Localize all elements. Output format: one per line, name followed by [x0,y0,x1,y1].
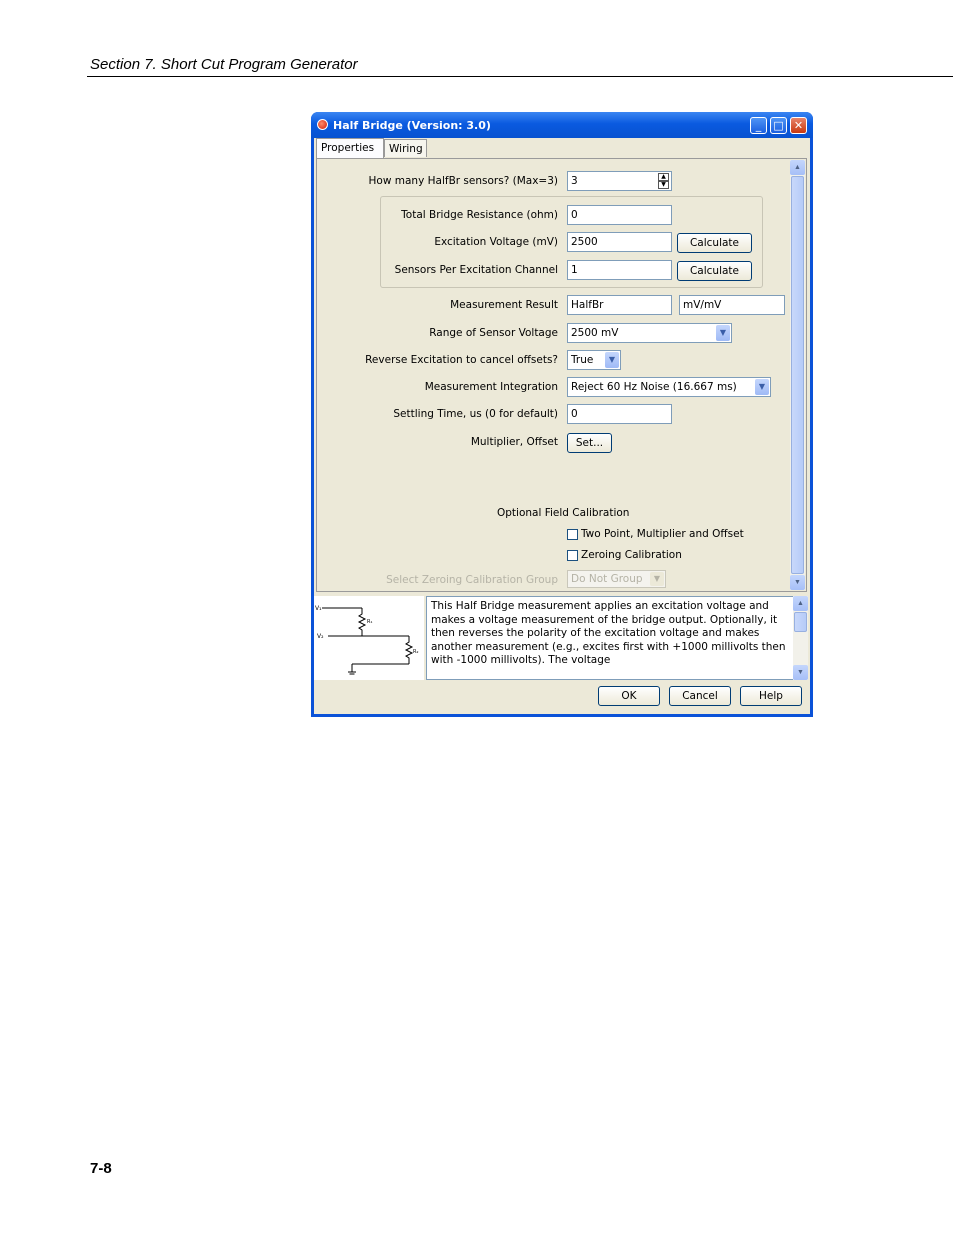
per-channel-input[interactable]: 1 [567,260,672,280]
zero-group-value: Do Not Group [571,573,643,585]
per-channel-label: Sensors Per Excitation Channel [394,264,558,276]
excitation-input[interactable]: 2500 [567,232,672,252]
scroll-down-icon[interactable]: ▼ [790,575,805,590]
zero-group-label: Select Zeroing Calibration Group [386,574,558,586]
wiring-diagram [314,596,424,680]
v2-label: V₂ [317,633,324,640]
tab-wiring[interactable]: Wiring [384,139,427,157]
sensors-spinner[interactable] [658,173,669,189]
r1-label: R₁ [367,619,373,625]
info-area [314,596,810,682]
reverse-value: True [571,354,594,366]
range-label: Range of Sensor Voltage [429,327,558,339]
r2-label: R₂ [413,649,419,655]
help-button[interactable]: Help [740,686,802,706]
spin-down-icon[interactable]: ▼ [658,181,669,189]
header-rule [87,76,953,77]
properties-panel [316,158,807,592]
chevron-down-icon[interactable]: ▼ [605,352,619,368]
reverse-label: Reverse Excitation to cancel offsets? [365,354,558,366]
integration-value: Reject 60 Hz Noise (16.667 ms) [571,381,737,393]
calibration-heading: Optional Field Calibration [497,507,630,519]
chevron-down-icon[interactable]: ▼ [755,379,769,395]
settling-input[interactable]: 0 [567,404,672,424]
multiplier-set-button[interactable]: Set... [567,433,612,453]
scroll-up-icon[interactable]: ▲ [793,596,808,611]
close-icon[interactable]: ✕ [790,117,807,134]
two-point-label: Two Point, Multiplier and Offset [581,528,744,540]
result-name-input[interactable]: HalfBr [567,295,672,315]
reverse-select[interactable] [567,350,621,370]
description-scrollbar[interactable] [793,596,808,680]
title-bar[interactable] [311,112,813,138]
integration-label: Measurement Integration [424,381,558,393]
zero-group-select[interactable] [567,570,666,588]
range-value: 2500 mV [571,327,619,339]
page-header: Section 7. Short Cut Program Generator [90,56,358,73]
v1-label: V₁ [315,605,322,612]
sensors-stepper[interactable] [567,171,672,191]
page-number: 7-8 [90,1160,112,1177]
multiplier-label: Multiplier, Offset [470,436,558,448]
cancel-button[interactable]: Cancel [669,686,731,706]
spin-up-icon[interactable]: ▲ [658,173,669,181]
scroll-thumb[interactable] [794,612,807,632]
chevron-down-icon: ▼ [650,572,664,586]
half-bridge-window [311,112,813,717]
resistance-input[interactable]: 0 [567,205,672,225]
half-bridge-schematic [314,596,424,680]
integration-select[interactable] [567,377,771,397]
zeroing-label: Zeroing Calibration [581,549,682,561]
app-icon [317,119,328,130]
settling-label: Settling Time, us (0 for default) [393,408,558,420]
sensors-label: How many HalfBr sensors? (Max=3) [368,175,558,187]
two-point-checkbox[interactable] [567,529,578,540]
scroll-up-icon[interactable]: ▲ [790,160,805,175]
result-units-input[interactable]: mV/mV [679,295,785,315]
result-label: Measurement Result [450,299,558,311]
chevron-down-icon[interactable]: ▼ [716,325,730,341]
panel-scrollbar[interactable] [790,160,805,590]
zeroing-checkbox[interactable] [567,550,578,561]
window-client [314,138,810,714]
minimize-icon[interactable]: _ [750,117,767,134]
ok-button[interactable]: OK [598,686,660,706]
range-select[interactable] [567,323,732,343]
tab-properties[interactable]: Properties [316,138,384,158]
excitation-label: Excitation Voltage (mV) [434,236,558,248]
scroll-thumb[interactable] [791,176,804,574]
window-title: Half Bridge (Version: 3.0) [333,119,491,132]
maximize-icon[interactable]: □ [770,117,787,134]
description-text: This Half Bridge measurement applies an excitation voltage and makes a voltage measurement of the bridge output. Optionally, it then reverses the polarity of the excitation voltage and makes another measurement (e.g., excites first with +1000 millivolts then with -1000 millivolts). The voltage [426,596,794,680]
excitation-calculate-button[interactable]: Calculate [677,233,752,253]
per-channel-calculate-button[interactable]: Calculate [677,261,752,281]
scroll-down-icon[interactable]: ▼ [793,665,808,680]
resistance-label: Total Bridge Resistance (ohm) [401,209,558,221]
sensors-value: 3 [571,175,578,187]
